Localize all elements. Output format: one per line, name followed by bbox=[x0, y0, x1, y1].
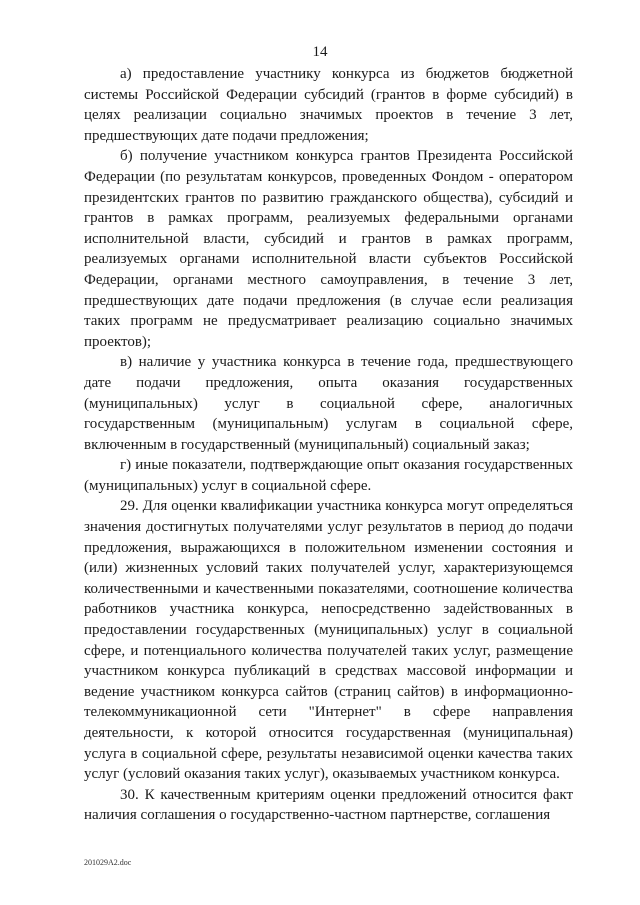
paragraph-a: а) предоставление участнику конкурса из бюджетов бюджетной системы Российской Федерации субсидий (грантов в форме субсидий) в целях реализации социально значимых проектов в течение 3 лет, предшествующих дате подачи предложения; bbox=[84, 66, 573, 144]
paragraph-29: 29. Для оценки квалификации участника конкурса могут определяться значения достигнутых получателями услуг результатов в период до подачи предложения, выражающихся в положительном изменении состояния и (или) жизненных условий таких получателей услуг, характеризующемся количественными и качественными показателями, соотношение количества работников участника конкурса, непосредственно задействованных в предоставлении государственных (муниципальных) услуг в социальной сфере, и потенциального количества получателей таких услуг, размещение участником конкурса публикаций в средствах массовой информации и ведение участником конкурса сайтов (страниц сайтов) в информационно-телекоммуникационной сети "Интернет" в сфере направления деятельности, к которой относится государственная (муниципальная) услуга в социальной сфере, результаты независимой оценки качества таких услуг (условий оказания таких услуг), оказываемых участником конкурса. bbox=[84, 498, 573, 783]
page-number: 14 bbox=[312, 44, 328, 60]
paragraph-30: 30. К качественным критериям оценки предложений относится факт наличия соглашения о государственно-частном партнерстве, соглашения bbox=[84, 786, 573, 824]
paragraph-v: в) наличие у участника конкурса в течение года, предшествующего дате подачи предложения, опыта оказания государственных (муниципальных) услуг в социальной сфере, аналогичных государственным (муниципальным) услугам в социальной сфере, включенным в государственный (муниципальный) социальный заказ; bbox=[84, 354, 573, 453]
footer-document-reference: 201029A2.doc bbox=[84, 858, 132, 867]
document-body bbox=[84, 64, 573, 826]
paragraph-g: г) иные показатели, подтверждающие опыт оказания государственных (муниципальных) услуг в социальной сфере. bbox=[84, 457, 573, 494]
paragraph-b: б) получение участником конкурса грантов Президента Российской Федерации (по результатам конкурсов, проведенных Фондом - оператором президентских грантов по развитию гражданского общества), субсидий и грантов в рамках программ, реализуемых федеральными органами исполнительной власти, субсидий и грантов в рамках программ, реализуемых органами исполнительной власти субъектов Российской Федерации, органами местного самоуправления, в течение 3 лет, предшествующих дате подачи предложения (в случае если реализация таких программ не предусматривает реализацию социально значимых проектов); bbox=[84, 148, 573, 350]
